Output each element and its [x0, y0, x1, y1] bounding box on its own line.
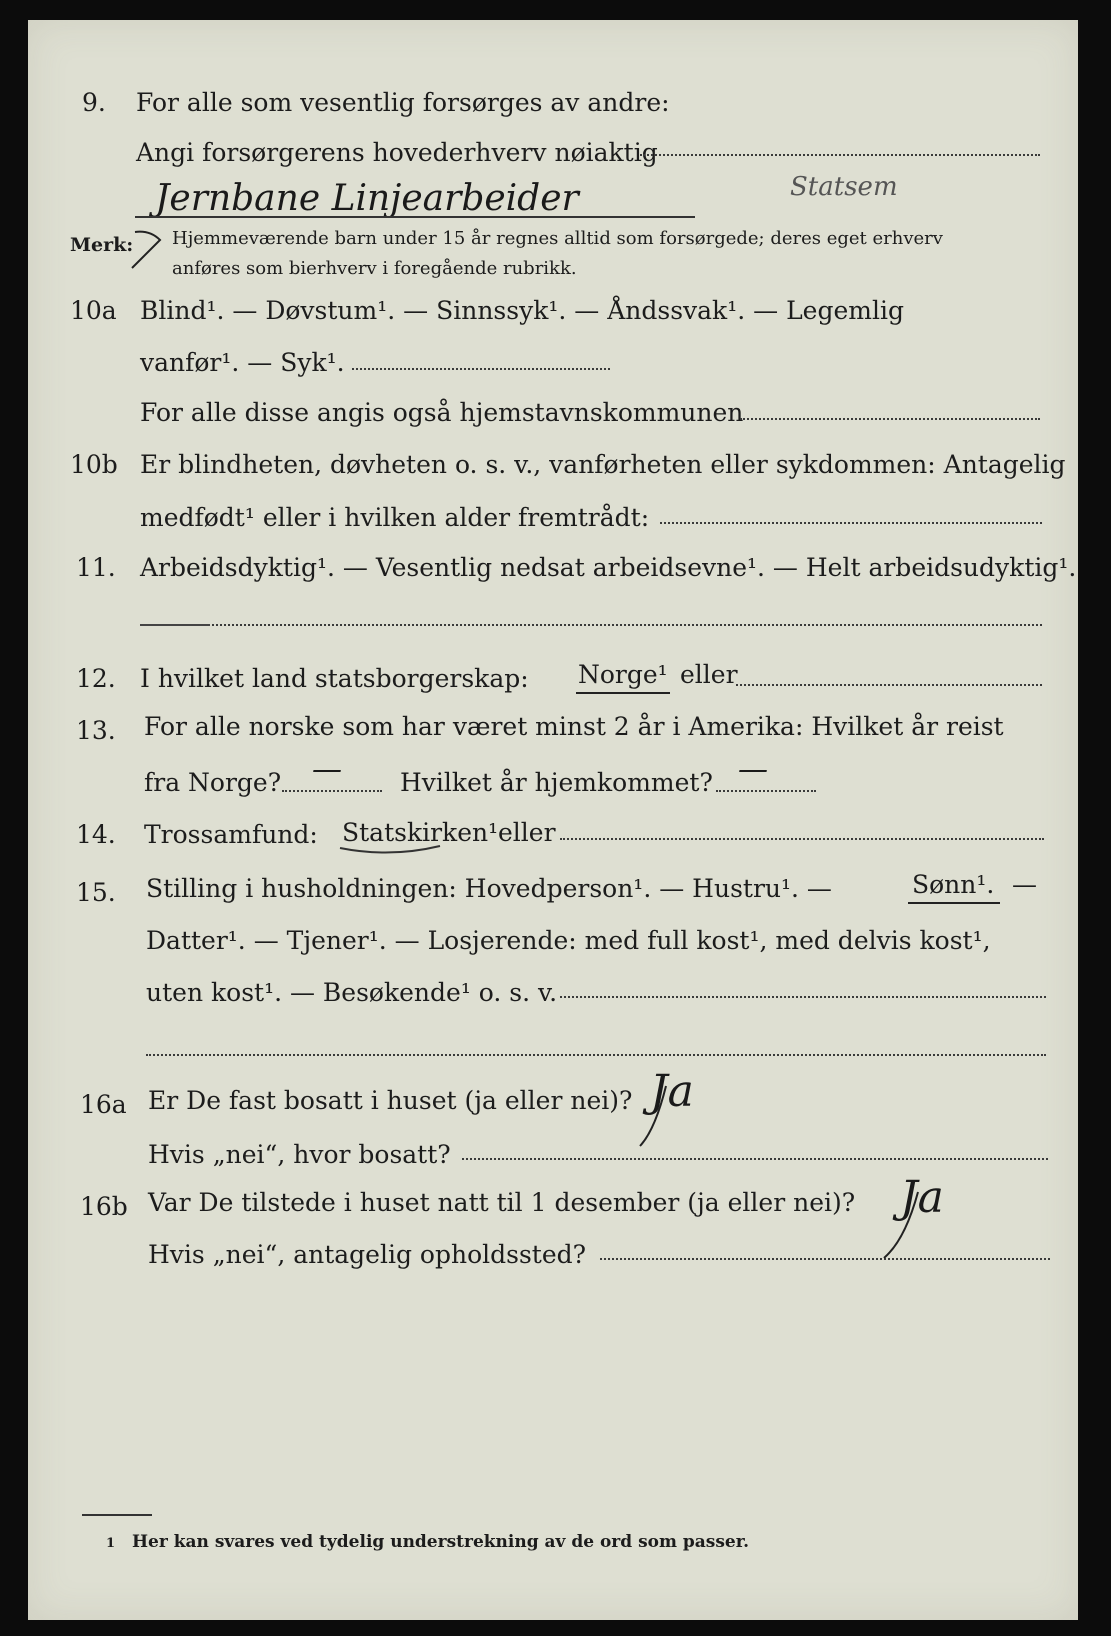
- q10a-number: 10a: [70, 296, 117, 325]
- q16a-number: 16a: [80, 1090, 127, 1119]
- q14-option-statskirken: Statskirken¹: [342, 818, 499, 847]
- statskirken-underline-stroke: [340, 846, 440, 853]
- q9-handwritten-answer: Jernbane Linjearbeider: [155, 178, 579, 219]
- q9-line1: For alle som vesentlig forsørges av andre:: [136, 88, 670, 117]
- q9-handwritten-note: Statsem: [790, 172, 898, 202]
- q16b-ja-tail-stroke: [884, 1192, 918, 1258]
- q14-number: 14.: [76, 820, 116, 849]
- merk-line2: anføres som bierhverv i foregående rubrikk.: [172, 258, 577, 279]
- footnote-mark: 1: [106, 1536, 116, 1551]
- q13-number: 13.: [76, 716, 116, 745]
- footnote-text: Her kan svares ved tydelig understrekning av de ord som passer.: [132, 1532, 750, 1552]
- q15-option-sonn: Sønn¹.: [912, 870, 995, 899]
- q16a-answer: Ja: [650, 1066, 694, 1117]
- q15-line3: uten kost¹. — Besøkende¹ o. s. v.: [146, 978, 558, 1007]
- q13-hjem-answer: —: [738, 752, 768, 787]
- q12-tail: eller: [680, 660, 738, 689]
- q16b-answer: Ja: [900, 1172, 944, 1223]
- q12-number: 12.: [76, 664, 116, 693]
- q10a-line1: Blind¹. — Døvstum¹. — Sinnssyk¹. — Åndssvak¹. — Legemlig: [140, 296, 904, 325]
- merk-line1: Hjemmeværende barn under 15 år regnes alltid som forsørgede; deres eget erhverv: [172, 228, 943, 249]
- merk-ink-stroke: [132, 232, 160, 268]
- q13-line2a: fra Norge?: [144, 768, 282, 797]
- q16b-number: 16b: [80, 1192, 128, 1221]
- q10a-line3: For alle disse angis også hjemstavnskommunen: [140, 398, 744, 427]
- merk-label: Merk:: [70, 234, 134, 256]
- q9-line2: Angi forsørgerens hovederhverv nøiaktig: [136, 138, 658, 167]
- q16a-ja-tail-stroke: [640, 1086, 666, 1146]
- q13-reist-answer: —: [312, 752, 342, 787]
- q9-number: 9.: [82, 88, 106, 117]
- q15-line2: Datter¹. — Tjener¹. — Losjerende: med full kost¹, med delvis kost¹,: [146, 926, 991, 955]
- q11-number: 11.: [76, 553, 116, 582]
- q15-dash: —: [1012, 870, 1037, 899]
- q13-line2b: Hvilket år hjemkommet?: [400, 768, 713, 797]
- q10b-line2: medfødt¹ eller i hvilken alder fremtrådt:: [140, 503, 650, 532]
- q16b-line1: Var De tilstede i huset natt til 1 desember (ja eller nei)?: [148, 1188, 856, 1217]
- q10b-number: 10b: [70, 450, 118, 479]
- q10b-line1: Er blindheten, døvheten o. s. v., vanførheten eller sykdommen: Antagelig: [140, 450, 1066, 479]
- footnote-rule: [82, 1514, 152, 1516]
- q10a-line2: vanfør¹. — Syk¹.: [140, 348, 345, 377]
- q14-text: Trossamfund:: [144, 820, 318, 849]
- q15-line1: Stilling i husholdningen: Hovedperson¹. — Hustru¹. —: [146, 874, 832, 903]
- q11-line1: Arbeidsdyktig¹. — Vesentlig nedsat arbeidsevne¹. — Helt arbeidsudyktig¹.: [140, 553, 1077, 582]
- q15-number: 15.: [76, 878, 116, 907]
- q12-text: I hvilket land statsborgerskap:: [140, 664, 529, 693]
- q14-tail: eller: [498, 818, 556, 847]
- q16b-line2: Hvis „nei“, antagelig opholdssted?: [148, 1240, 587, 1269]
- q16a-line2: Hvis „nei“, hvor bosatt?: [148, 1140, 451, 1169]
- q13-line1: For alle norske som har været minst 2 år i Amerika: Hvilket år reist: [144, 712, 1004, 741]
- q12-option-norge: Norge¹: [578, 660, 668, 689]
- q16a-line1: Er De fast bosatt i huset (ja eller nei)?: [148, 1086, 633, 1115]
